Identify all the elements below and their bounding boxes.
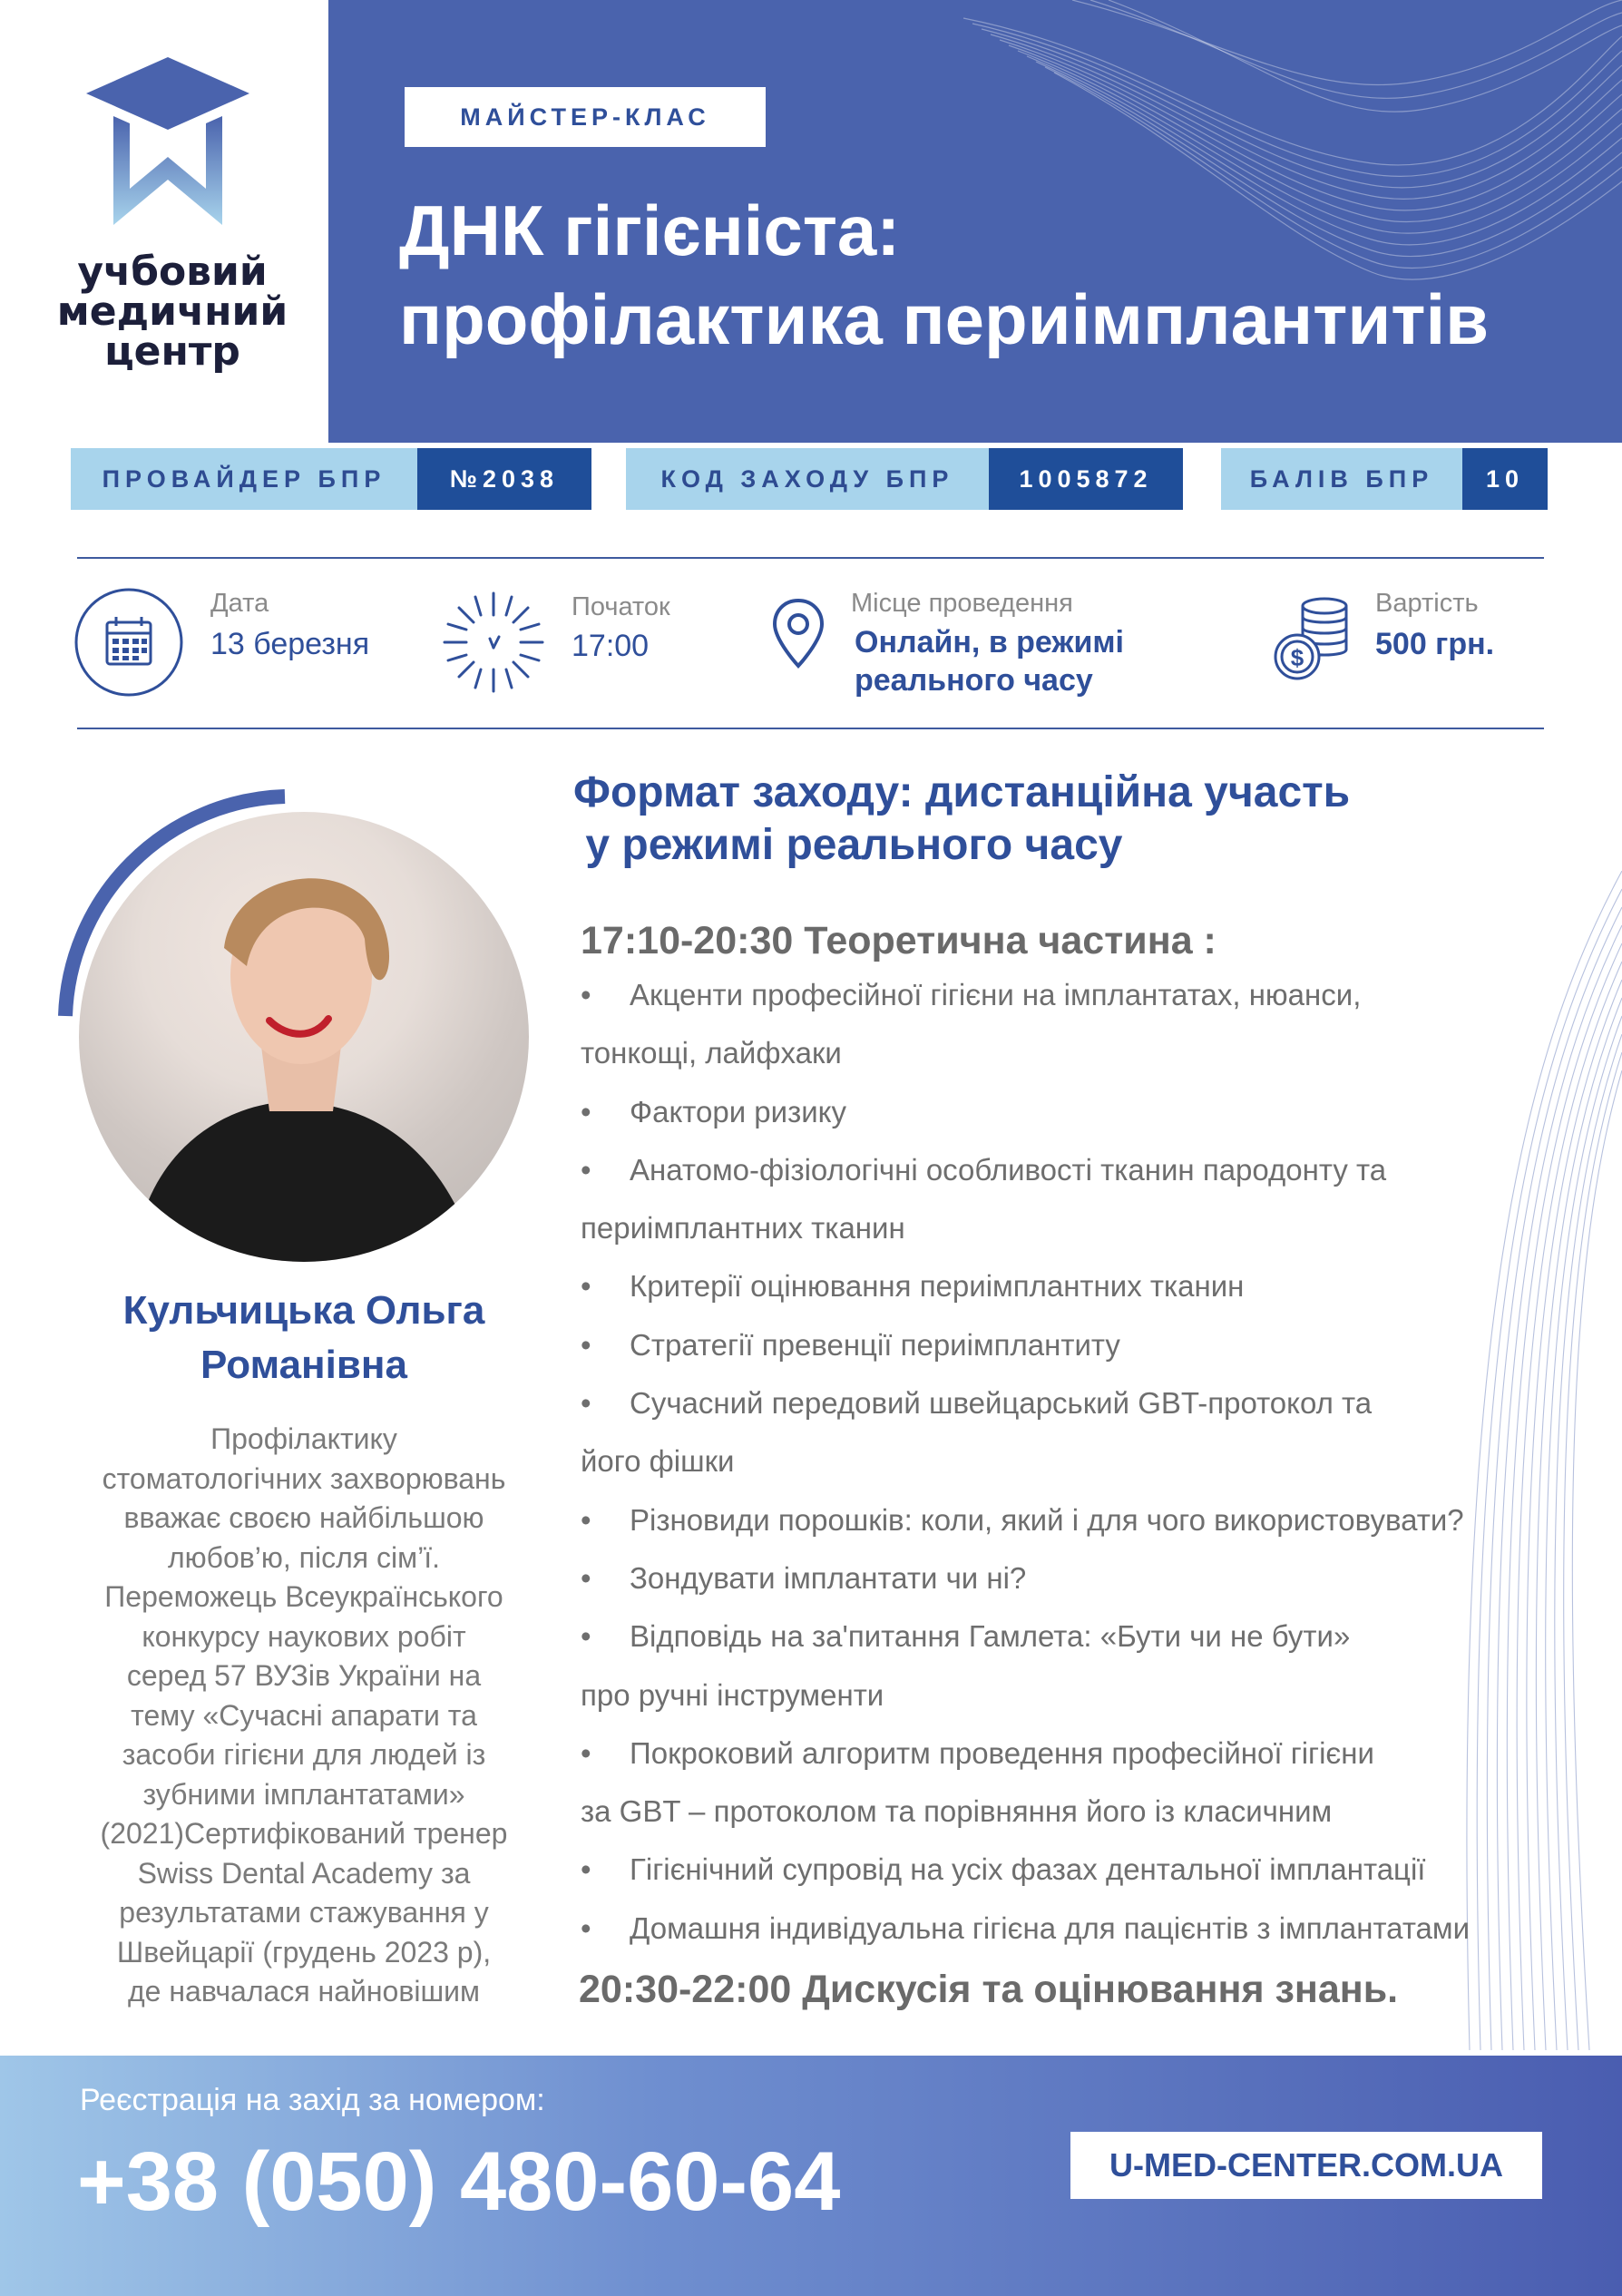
bio-line: (2021)Сертифікований тренер xyxy=(100,1817,508,1850)
format-title-line-2: у режимі реального часу xyxy=(573,821,1123,869)
website-link[interactable]: U-MED-CENTER.COM.UA xyxy=(1070,2132,1542,2199)
list-item-text: Критерії оцінювання периімплантних тканин xyxy=(630,1269,1245,1304)
list-item xyxy=(581,1783,1597,1841)
calendar-icon xyxy=(73,586,185,699)
program-list xyxy=(581,966,1597,1958)
list-item-text: Домашня індивідуальна гігієна для пацієнтів з імплантатами xyxy=(630,1910,1471,1945)
list-item-text: Зондувати імплантати чи ні? xyxy=(630,1560,1027,1595)
event-title-line-1: ДНК гігієніста: xyxy=(399,191,901,270)
bullet: • xyxy=(581,1386,591,1421)
price-label: Вартість xyxy=(1375,589,1479,618)
discussion-section-title: 20:30-22:00 Дискусія та оцінювання знань. xyxy=(579,1968,1399,2011)
list-item xyxy=(581,1900,1597,1958)
list-item-text: Акценти професійної гігієни на імплантатах, нюанси, xyxy=(630,978,1362,1011)
clock-icon xyxy=(439,588,548,697)
list-item xyxy=(581,1491,1597,1549)
place-label: Місце проведення xyxy=(851,589,1073,618)
speaker-portrait-illustration xyxy=(79,812,529,1262)
speaker-name-line-2: Романівна xyxy=(200,1343,407,1387)
list-item-text: його фішки xyxy=(581,1444,735,1479)
speaker-name-line-1: Кульчицька Ольга xyxy=(122,1288,485,1333)
bio-line: серед 57 ВУЗів України на xyxy=(126,1659,482,1692)
list-item xyxy=(581,1024,1597,1082)
list-item-text: Різновиди порошків: коли, який і для чого використовувати? xyxy=(630,1502,1464,1537)
bio-line: засоби гігієни для людей із xyxy=(122,1738,486,1771)
registration-label: Реєстрація на захід за номером: xyxy=(80,2083,545,2117)
list-item-text: Анатомо-фізіологічні особливості тканин пародонту та xyxy=(630,1152,1387,1187)
price-value: 500 грн. xyxy=(1375,627,1495,661)
bpr-code-label: КОД ЗАХОДУ БПР xyxy=(626,448,989,510)
bpr-provider-label: ПРОВАЙДЕР БПР xyxy=(71,448,417,510)
bio-line: Швейцарії (грудень 2023 р), xyxy=(116,1935,492,1969)
bio-line: вважає своєю найбільшою xyxy=(123,1501,484,1534)
list-item-text: тонкощі, лайфхаки xyxy=(581,1036,842,1070)
graduation-cap-icon xyxy=(86,53,249,234)
list-item-text: Фактори ризику xyxy=(630,1094,846,1128)
event-title xyxy=(399,186,1597,364)
list-item-text: за GBT – протоколом та порівняння його із класичним xyxy=(581,1794,1333,1829)
list-item-text: Сучасний передовий швейцарський GBT-протокол та xyxy=(630,1386,1373,1421)
list-item xyxy=(581,1199,1597,1257)
start-label: Початок xyxy=(572,592,670,621)
svg-text:$: $ xyxy=(1290,644,1304,671)
event-title-line-2: профілактика периімплантитів xyxy=(399,279,1490,359)
start-value: 17:00 xyxy=(572,629,650,663)
date-label: Дата xyxy=(210,589,269,618)
bio-line: конкурсу наукових робіт xyxy=(142,1619,466,1653)
divider-top xyxy=(77,557,1544,559)
bullet: • xyxy=(581,1852,591,1887)
format-title-line-1: Формат заходу: дистанційна участь xyxy=(573,768,1351,816)
divider-bottom xyxy=(77,728,1544,729)
list-item-text: Стратегії превенції периімплантиту xyxy=(630,1327,1120,1362)
place-value-line-2: реального часу xyxy=(855,663,1093,698)
list-item xyxy=(581,1666,1597,1724)
bullet: • xyxy=(581,1094,591,1128)
bullet: • xyxy=(581,1327,591,1362)
list-item xyxy=(581,1374,1597,1432)
event-type-tag: МАЙСТЕР-КЛАС xyxy=(405,87,766,147)
bio-line: зубними імплантатами» xyxy=(142,1777,465,1811)
bio-line: тему «Сучасні апарати та xyxy=(131,1698,477,1732)
bio-line: Профілактику xyxy=(210,1422,397,1455)
bullet: • xyxy=(581,1735,591,1770)
list-item xyxy=(581,1432,1597,1490)
speaker-bio xyxy=(50,1420,558,2012)
list-item xyxy=(581,1316,1597,1374)
list-item-text: Відповідь на за'питання Гамлета: «Бути чи не бути» xyxy=(630,1619,1351,1654)
bullet: • xyxy=(581,1502,591,1537)
list-item xyxy=(581,1841,1597,1899)
list-item xyxy=(581,1549,1597,1607)
logo-text xyxy=(36,249,308,375)
list-item-text: Гігієнічний супровід на усіх фазах дентальної імплантації xyxy=(630,1852,1426,1887)
list-item xyxy=(581,966,1597,1024)
theory-section-title: 17:10-20:30 Теоретична частина : xyxy=(581,919,1216,962)
bpr-provider-value: №2038 xyxy=(417,448,591,510)
coins-icon xyxy=(1272,595,1355,682)
bullet: • xyxy=(581,1560,591,1595)
list-item xyxy=(581,1257,1597,1315)
bullet: • xyxy=(581,1152,591,1187)
bullet: • xyxy=(581,1910,591,1945)
logo-line-1: учбовий xyxy=(77,249,268,295)
bio-line: Swiss Dental Academy за xyxy=(137,1856,471,1890)
logo-line-2: медичний xyxy=(56,288,288,335)
bullet: • xyxy=(581,1619,591,1654)
bpr-points-value: 10 xyxy=(1462,448,1548,510)
bio-line: де навчалася найновішим xyxy=(127,1975,480,2008)
location-pin-icon xyxy=(769,597,827,669)
bio-line: любов’ю, після сім’ї. xyxy=(167,1540,440,1574)
bullet: • xyxy=(581,1269,591,1304)
list-item xyxy=(581,1607,1597,1666)
place-value-line-1: Онлайн, в режимі xyxy=(855,625,1125,659)
bio-line: стоматологічних захворювань xyxy=(102,1461,506,1495)
bpr-points-label: БАЛІВ БПР xyxy=(1221,448,1462,510)
format-title xyxy=(573,767,1571,872)
bio-line: Переможець Всеукраїнського xyxy=(104,1580,503,1613)
bpr-code-value: 1005872 xyxy=(989,448,1183,510)
list-item-text: периімплантних тканин xyxy=(581,1211,905,1246)
list-item-text: про ручні інструменти xyxy=(581,1677,884,1712)
bullet: • xyxy=(581,978,591,1011)
list-item xyxy=(581,1724,1597,1783)
list-item xyxy=(581,1083,1597,1141)
date-value: 13 березня xyxy=(210,627,370,661)
logo-line-3: центр xyxy=(104,328,240,375)
bio-line: результатами стажування у xyxy=(119,1896,489,1929)
phone-number[interactable]: +38 (050) 480-60-64 xyxy=(77,2135,841,2228)
list-item-text: Покроковий алгоритм проведення професійної гігієни xyxy=(630,1735,1374,1770)
list-item xyxy=(581,1141,1597,1199)
speaker-photo xyxy=(79,812,529,1262)
speaker-name xyxy=(50,1284,558,1392)
